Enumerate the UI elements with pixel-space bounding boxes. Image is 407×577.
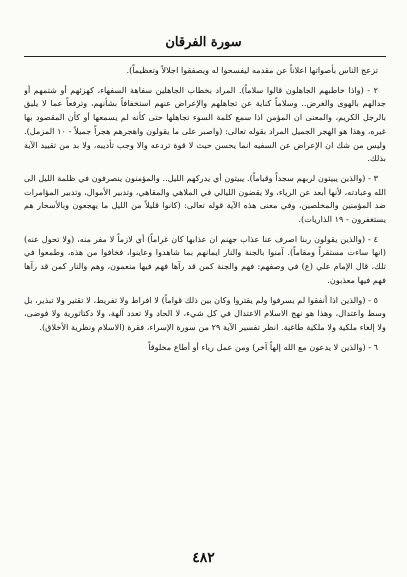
page-number: ٤٨٢	[192, 550, 215, 566]
paragraph-2: ٢ - (واذا خاطبهم الجاهلون قالوا سلاماً). المراد بخطاب الجاهلين سفاهة السفهاء، كهزئهم أو شتمهم أو جدالهم بالهوى والغرض.. وسلاماً كناية عن تجاهلهم والإعراض عنهم استخفافاً بشأنهم، وترفعاً عما لا يليق بالرجل الكريم، والمعنى ان المؤمن اذا سمع كلمة السوء تجاهلها حتى كأنه لم يسمعها أو كأن المقصود بها غيره، وهذا هو الهجر الجميل المراد بقوله تعالى: (واصبر على ما يقولون واهجرهم هجراً جميلاً - ١٠ المزمل). وليس من شك ان الإعراض عن السفيه انما يحسن حيث لا قوة تردعه والا وجب تأديبه، ولا بد من تقييد الآية بذلك.	[24, 84, 386, 164]
paragraph-3: ٣ - (والذين يبيتون لربهم سجداً وقياماً). يبيتون أي يدركهم الليل.. والمؤمنون ينصرفون في ظلمة الليل الى الله وعبادته، لأنها أبعد عن الرياء، ولا يقضون الليالي في الملاهي والمقاهي، وتدبير الأموال، وتدبير المؤامرات ضد المؤمنين والمخلصين، وفي معنى هذه الآية قوله تعالى: (كانوا قليلاً من الليل ما يهجعون وبالأسحار هم يستغفرون - ١٩ الذاريات).	[24, 172, 386, 225]
paragraph-5: ٥ - (والذين اذا أنفقوا لم يسرفوا ولم يقتروا وكان بين ذلك قواماً) لا افراط ولا تفريط، لا تقتير ولا تبذير، بل وسط واعتدال، وهذا هو نهج الاسلام الاعتدال في كل شيء، لا الحاد ولا تعدد آلهة، ولا دكتاتورية ولا فوضى، ولا إلغاء ملكية ولا ملكية طاغية. انظر تفسير الآية ٢٩ من سورة الإسراء، فقرة (الاسلام ونظرية الأخلاق).	[24, 294, 386, 332]
page-body	[24, 64, 386, 544]
paragraph-4: ٤ - (والذين يقولون ربنا اصرف عنا عذاب جهنم ان عذابها كان غراماً) أي لازماً لا مفر منه، (ولا تحول عنه) (انها ساءت مستقراً ومقاماً). آمنوا بالجنة والنار ايمانهم بما شاهدوا وعاينوا، فخافوا من هذه، وطمعوا في تلك، قال الإمام علي (ع) في وصفهم: فهم والجنة كمن قد رآها فهم فيها منعمون، وهم والنار كمن قد رآها فهم فيها معذبون.	[24, 233, 386, 285]
paragraph-1: تزعج الناس بأصواتها اعلاناً عن مقدمه ليفسحوا له ويصفقوا اجلالاً وتعظيماً).	[126, 65, 378, 75]
header-divider	[24, 56, 386, 57]
page-header: سورة الفرقان	[165, 35, 242, 50]
paragraph-6: ٦ - (والذين لا يدعون مع الله إلهاً آخر) ومن عمل رياء أو أطاع مخلوقاً	[148, 341, 378, 352]
